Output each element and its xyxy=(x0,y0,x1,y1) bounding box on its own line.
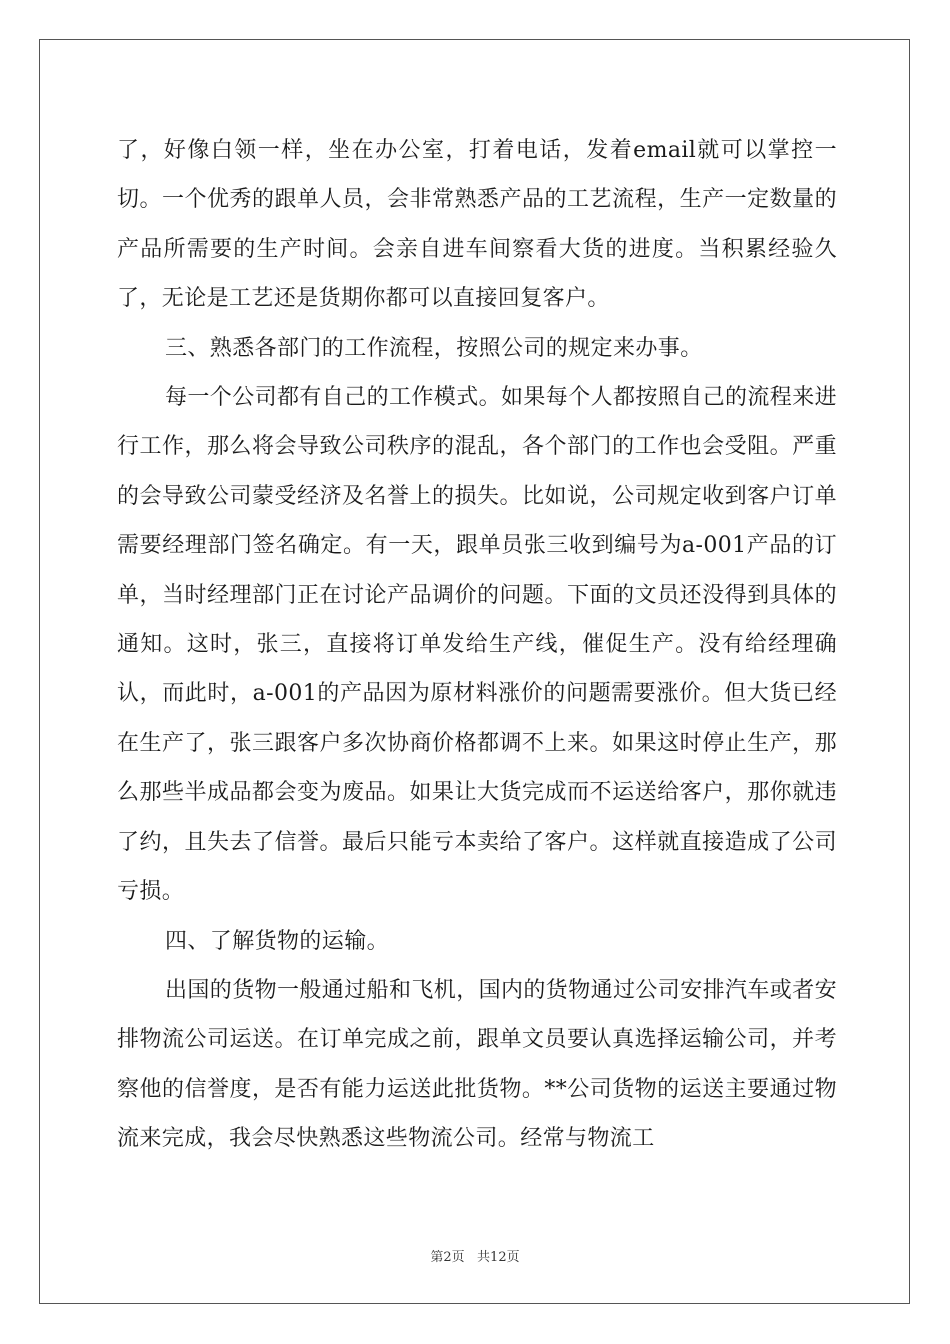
paragraph-1: 了，好像白领一样，坐在办公室，打着电话，发着email就可以掌控一切。一个优秀的跟单人员，会非常熟悉产品的工艺流程，生产一定数量的产品所需要的生产时间。会亲自进车间察看大货的进度。当积累经验久了，无论是工艺还是货期你都可以直接回复客户。 xyxy=(117,138,837,312)
section-heading-3: 三、熟悉各部门的工作流程，按照公司的规定来办事。 xyxy=(165,335,703,361)
section-heading-4: 四、了解货物的运输。 xyxy=(165,928,390,954)
page-number-footer: 第2页 共12页 xyxy=(430,1250,520,1265)
document-body xyxy=(117,126,837,1164)
paragraph-5: 出国的货物一般通过船和飞机，国内的货物通过公司安排汽车或者安排物流公司运送。在订单完成之前，跟单文员要认真选择运输公司，并考察他的信誉度，是否有能力运送此批货物。**公司货物的运送主要通过物流来完成，我会尽快熟悉这些物流公司。经常与物流工 xyxy=(117,977,838,1152)
paragraph-3: 每一个公司都有自己的工作模式。如果每个人都按照自己的流程来进行工作，那么将会导致公司秩序的混乱，各个部门的工作也会受阻。严重的会导致公司蒙受经济及名誉上的损失。比如说，公司规定收到客户订单需要经理部门签名确定。有一天，跟单员张三收到编号为a-001产品的订单，当时经理部门正在讨论产品调价的问题。下面的文员还没得到具体的通知。这时，张三，直接将订单发给生产线，催促生产。没有给经理确认，而此时，a-001的产品因为原材料涨价的问题需要涨价。但大货已经在生产了，张三跟客户多次协商价格都调不上来。如果这时停止生产，那么那些半成品都会变为废品。如果让大货完成而不运送给客户，那你就违了约，且失去了信誉。最后只能亏本卖给了客户。这样就直接造成了公司亏损。 xyxy=(117,385,838,905)
